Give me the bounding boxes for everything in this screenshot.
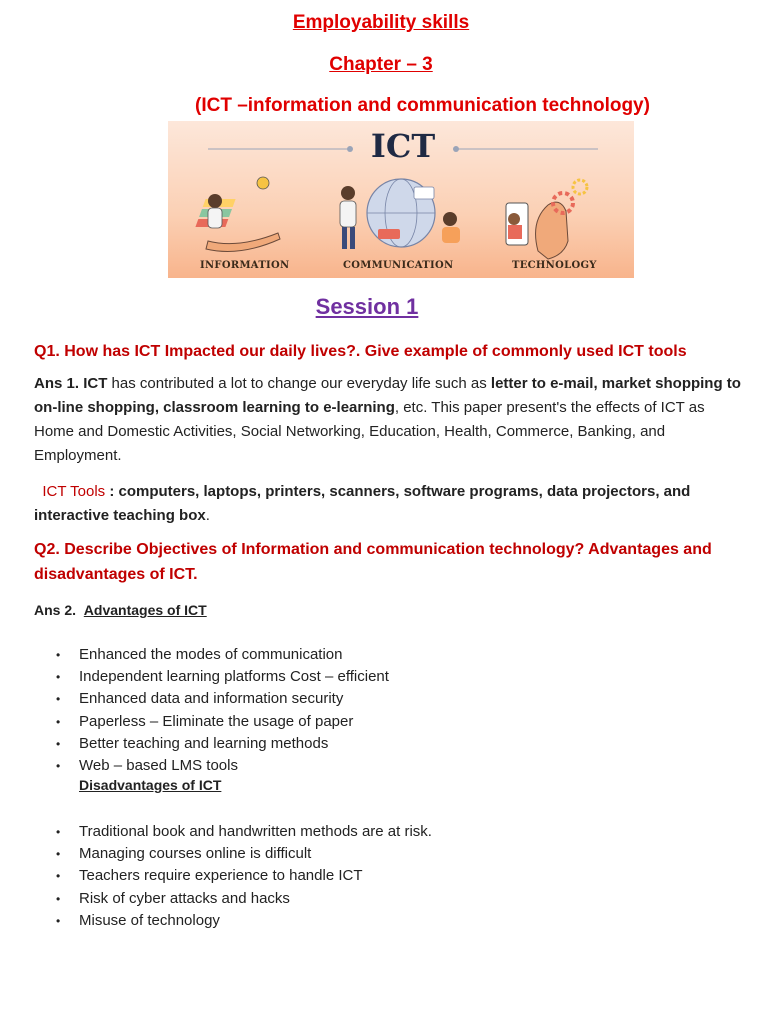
advantage-item-text: Web – based LMS tools: [79, 757, 238, 775]
ict-tools-end: .: [205, 507, 210, 524]
disadvantage-item: [52, 888, 432, 910]
advantage-item-text: Enhanced the modes of communication: [79, 646, 343, 663]
ict-tools-label: ICT Tools: [42, 483, 106, 500]
answer-1-text-a: has contributed a lot to change our everyday life such as: [107, 375, 491, 392]
advantages-title: Advantages of ICT: [83, 602, 207, 618]
bullet-icon: •: [56, 670, 61, 685]
advantage-item-text: Paperless – Eliminate the usage of paper: [79, 712, 354, 730]
question-1: Q1. How has ICT Impacted our daily lives?. Give example of commonly used ICT tools: [34, 343, 687, 360]
answer-1-examples: letter to e-mail, market shopping to on-line shopping, classroom learning to e-learning: [34, 375, 741, 416]
bullet-icon: •: [56, 891, 61, 906]
chapter-subtitle: (ICT –information and communication technology): [195, 95, 650, 116]
disadvantage-item-text: Managing courses online is difficult: [79, 845, 312, 863]
disadvantage-item-text: Traditional book and handwritten methods are at risk.: [79, 823, 432, 840]
answer-1-label: Ans 1.: [34, 375, 80, 392]
disadvantages-list: [52, 821, 432, 932]
banner-label-technology: TECHNOLOGY: [512, 260, 597, 271]
advantage-item-text: Enhanced data and information security: [79, 690, 344, 708]
disadvantage-item-text: Misuse of technology: [79, 911, 220, 929]
advantage-item: [52, 644, 389, 666]
ict-tools-line: [34, 480, 744, 528]
answer-2-label: Ans 2.: [34, 602, 77, 618]
bullet-icon: •: [56, 648, 61, 662]
bullet-icon: •: [56, 736, 61, 751]
ict-tools-list: computers, laptops, printers, scanners, software programs, data projectors, and interactive teaching box: [34, 483, 691, 524]
bullet-icon: •: [56, 692, 61, 707]
banner-title: ICT: [370, 127, 436, 165]
session-title: Session 1: [315, 294, 419, 319]
disadvantage-item: [52, 843, 432, 865]
disadvantage-item-text: Teachers require experience to handle ICT: [79, 867, 363, 885]
bullet-icon: •: [56, 913, 61, 928]
disadvantage-item-text: Risk of cyber attacks and hacks: [79, 889, 290, 907]
bullet-icon: •: [56, 825, 61, 839]
banner-label-information: INFORMATION: [200, 260, 290, 271]
document-title: Employability skills: [292, 12, 470, 33]
advantage-item: [52, 688, 389, 710]
answer-1-text-b: , etc. This paper present's the effects of ICT as Home and Domestic Activities, Social Networking, Education, Health, Commerce, Banking, and Employment.: [34, 399, 705, 464]
bullet-icon: •: [56, 714, 61, 729]
ict-banner-image: [168, 121, 634, 278]
technology-illustration: [506, 180, 587, 259]
disadvantages-title: Disadvantages of ICT: [79, 777, 222, 793]
bullet-icon: •: [56, 847, 61, 862]
disadvantage-item: [52, 910, 432, 932]
bullet-icon: •: [56, 869, 61, 884]
advantage-item: [52, 755, 389, 777]
advantage-item: [52, 711, 389, 733]
answer-1-ict: ICT: [83, 375, 108, 392]
chapter-heading: Chapter – 3: [329, 54, 433, 75]
banner-label-communication: COMMUNICATION: [343, 260, 454, 271]
answer-1: [34, 372, 744, 468]
ict-tools-separator: :: [105, 483, 119, 500]
disadvantage-item: [52, 821, 432, 843]
advantage-item-text: Independent learning platforms Cost – efficient: [79, 668, 389, 686]
answer-2-heading: [34, 598, 744, 622]
advantage-item: [52, 733, 389, 755]
advantage-item-text: Better teaching and learning methods: [79, 734, 329, 752]
information-illustration: [195, 177, 280, 251]
advantages-list: [52, 644, 389, 777]
advantage-item: [52, 666, 389, 688]
question-2: Q2. Describe Objectives of Information and communication technology? Advantages and disadvantages of ICT.: [34, 541, 712, 583]
communication-illustration: [340, 179, 460, 249]
bullet-icon: •: [56, 759, 61, 774]
disadvantage-item: [52, 865, 432, 887]
